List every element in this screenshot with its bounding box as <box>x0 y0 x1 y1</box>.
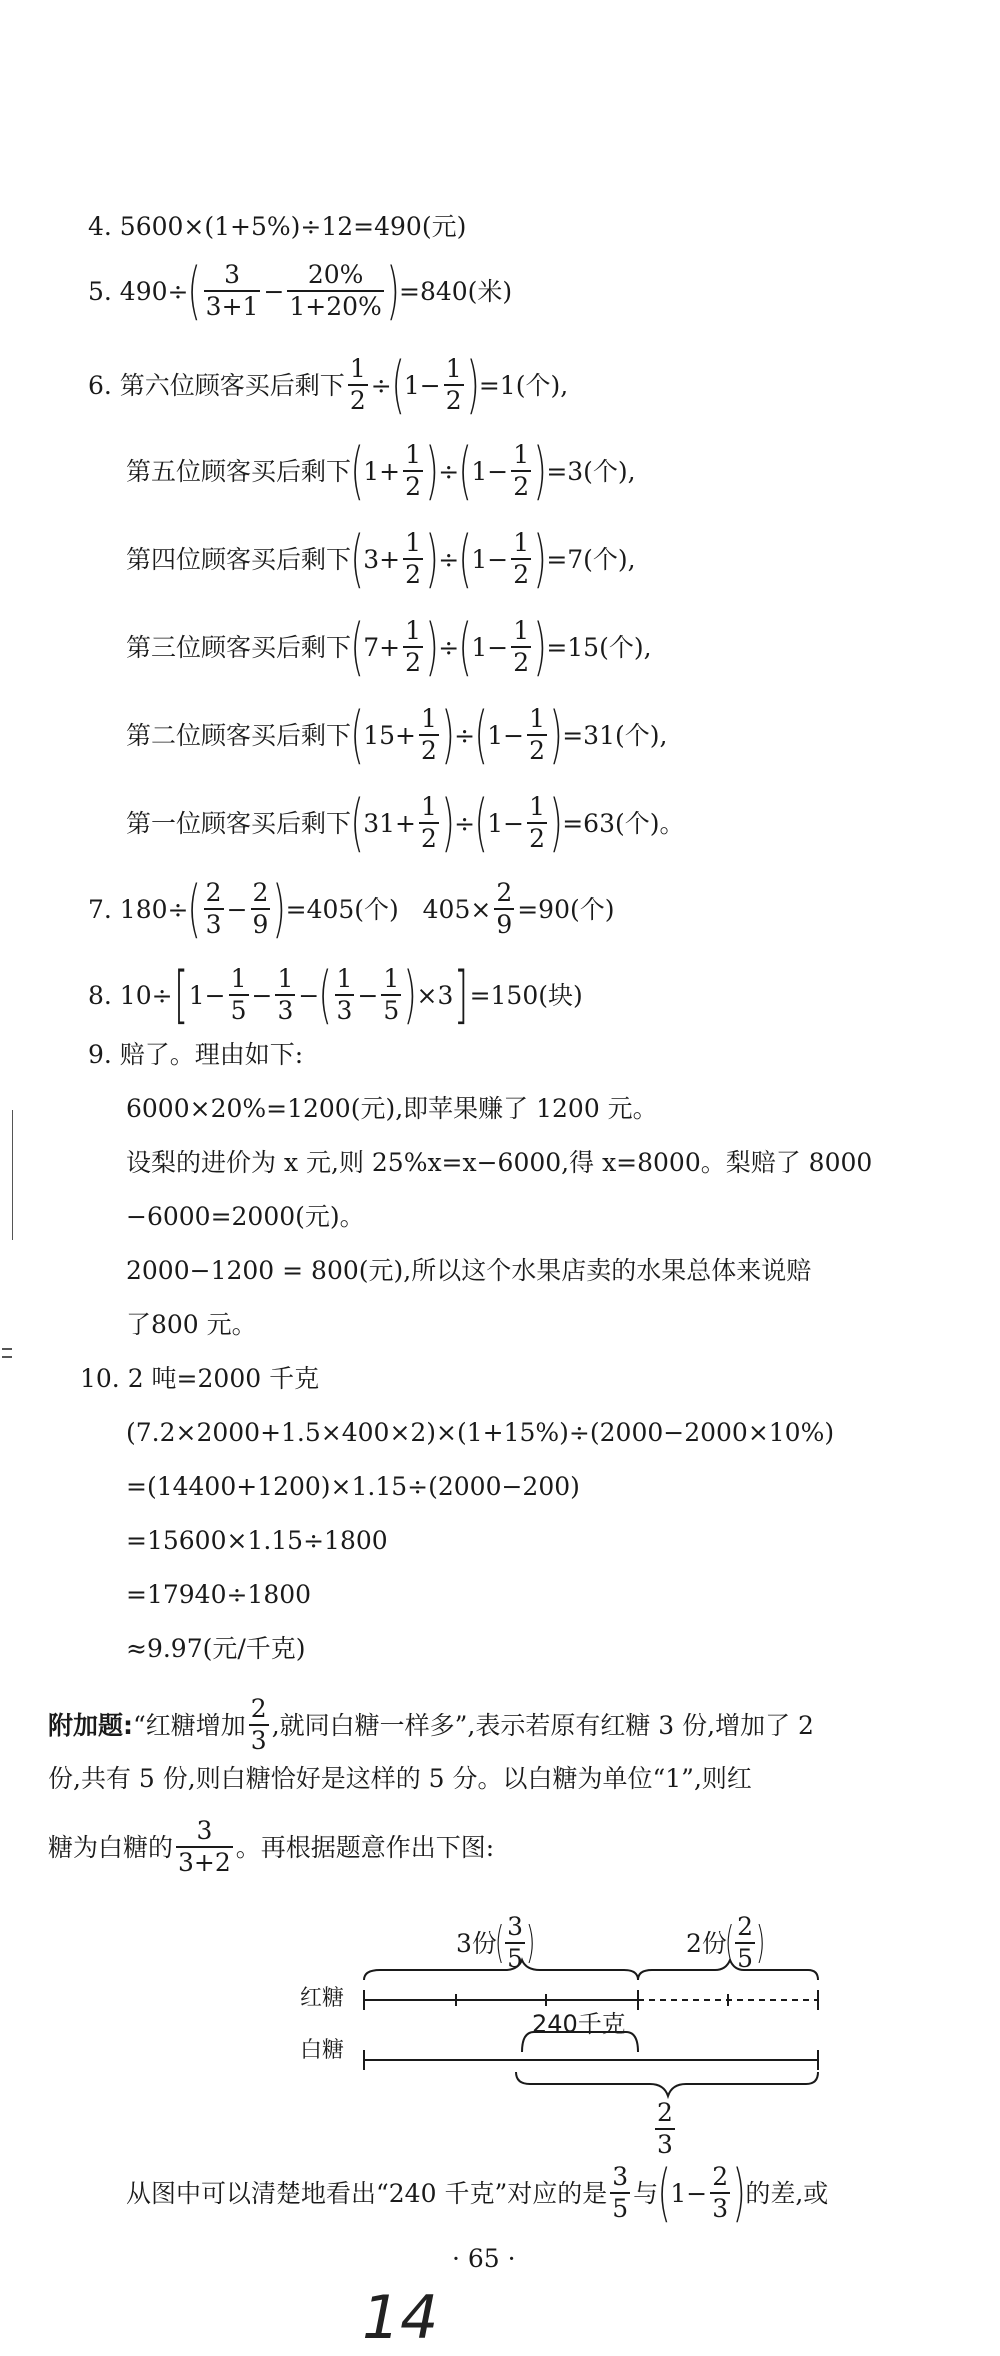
paren-open: ( <box>187 872 202 946</box>
paren-close: ) <box>533 522 547 596</box>
solution-9-line-5 <box>126 1258 811 1283</box>
fraction-half: $\frac{1}{2}$ <box>405 616 421 678</box>
paren-open: ( <box>187 254 202 328</box>
paren-close: ) <box>525 1917 536 1969</box>
fraction: $\frac{2}{5}$ <box>737 1912 753 1974</box>
one-minus: 1− <box>487 720 525 750</box>
label-3-parts: 3份 <box>456 1928 497 1958</box>
solution-10-line-1 <box>80 1366 319 1391</box>
diagram-label-top-right <box>686 1912 766 1974</box>
diagram-white-label <box>300 2040 344 2062</box>
fraction-half: $\frac{1}{2}$ <box>513 616 530 678</box>
s9-l5: 2000−1200 = 800(元),所以这个水果店卖的水果总体来说赔 <box>126 1256 812 1285</box>
s9-l1: 9. 赔了。理由如下: <box>88 1040 304 1069</box>
divide: ÷ <box>370 370 392 400</box>
s7-pre: 7. 180÷ <box>88 894 189 924</box>
fraction-half: $\frac{1}{2}$ <box>513 528 530 590</box>
solution-6-line-5 <box>126 698 668 772</box>
extra-l1b: ,就同白糖一样多”,表示若原有红糖 3 份,增加了 2 <box>271 1710 814 1740</box>
solution-7 <box>88 872 615 946</box>
margin-tick <box>2 1348 12 1350</box>
minus: − <box>251 980 273 1010</box>
solution-6-line-6 <box>126 786 685 860</box>
paren-close: ) <box>272 872 287 946</box>
s6-a: 1+ <box>363 456 401 486</box>
bracket-open: [ <box>173 958 188 1032</box>
extra-l3a: 糖为白糖的 <box>48 1832 174 1862</box>
fraction: $\frac{1}{3}$ <box>336 964 353 1026</box>
240kg-label: 240千克 <box>532 2010 626 2038</box>
s6-pre: 第二位顾客买后剩下 <box>126 720 352 750</box>
solution-6-line-4 <box>126 610 652 684</box>
diagram-label-top-left <box>456 1912 536 1974</box>
paren-close: ) <box>732 2156 746 2230</box>
diagram-red-label <box>300 1988 344 2010</box>
red-sugar-label: 红糖 <box>300 1986 345 2011</box>
fraction: $\frac{1}{5}$ <box>230 964 247 1026</box>
fraction: $\frac{2}{3}$ <box>657 2098 673 2160</box>
fraction: $\frac{2}{3}$ <box>205 878 222 940</box>
fraction: $\frac{20\%}{1+20\%}$ <box>289 260 382 322</box>
paren-open: ( <box>458 434 472 508</box>
fraction: $\frac{2}{9}$ <box>496 878 513 940</box>
solution-9-line-6 <box>126 1312 257 1337</box>
bracket-close: ] <box>454 958 469 1032</box>
last-in: 1− <box>670 2178 708 2208</box>
paren-open: ( <box>350 522 364 596</box>
minus: − <box>263 276 285 306</box>
solution-8 <box>88 958 583 1032</box>
label-2-parts: 2份 <box>686 1928 727 1958</box>
paren-close: ) <box>425 522 439 596</box>
paren-open: ( <box>391 348 405 422</box>
fraction: $\frac{2}{3}$ <box>712 2162 729 2224</box>
fraction: $\frac{2}{3}$ <box>250 1694 267 1756</box>
last-mid: 与 <box>633 2178 659 2208</box>
fraction: $\frac{3}{3+2}$ <box>178 1816 231 1878</box>
fraction-half: $\frac{1}{2}$ <box>420 792 437 854</box>
s10-l3: =(14400+1200)×1.15÷(2000−200) <box>126 1472 580 1501</box>
white-sugar-label: 白糖 <box>300 2038 345 2063</box>
one-minus: 1− <box>487 808 525 838</box>
one-minus: 1− <box>471 456 509 486</box>
solution-10-line-4 <box>126 1528 388 1553</box>
diagram-bottom-fraction <box>652 2100 678 2159</box>
margin-line <box>12 1110 13 1240</box>
paren-open: ( <box>494 1917 505 1969</box>
paren-close: ) <box>549 786 563 860</box>
solution-10-line-2 <box>126 1420 834 1445</box>
divide: ÷ <box>438 456 460 486</box>
s9-l4: −6000=2000(元)。 <box>126 1202 365 1231</box>
solution-10-line-6 <box>126 1636 306 1661</box>
divide: ÷ <box>438 544 460 574</box>
s10-l5: =17940÷1800 <box>126 1580 312 1609</box>
fraction-half: $\frac{1}{2}$ <box>529 704 546 766</box>
s8-post: =150(块) <box>469 980 583 1010</box>
fraction: $\frac{3}{3+1}$ <box>205 260 259 322</box>
minus: − <box>226 894 248 924</box>
margin-tick <box>2 1356 12 1358</box>
solution-9-line-3 <box>126 1150 872 1175</box>
minus: − <box>298 980 320 1010</box>
s6-pre: 第三位顾客买后剩下 <box>126 632 352 662</box>
s8-pre: 8. 10÷ <box>88 980 173 1010</box>
paren-open: ( <box>458 522 472 596</box>
solution-6-line-2 <box>126 434 636 508</box>
extra-label: 附加题: <box>48 1710 133 1740</box>
paren-close: ) <box>403 958 418 1032</box>
extra-line-3 <box>48 1818 494 1877</box>
paren-open: ( <box>350 434 364 508</box>
fraction: $\frac{3}{5}$ <box>507 1912 523 1974</box>
s5-post: =840(米) <box>399 276 513 306</box>
s8-e: ×3 <box>416 980 454 1010</box>
paren-close: ) <box>441 698 455 772</box>
last-post: 的差,或 <box>745 2178 829 2208</box>
extra-l1a: “红糖增加 <box>133 1710 246 1740</box>
s6-l1-post: =1(个), <box>478 370 569 400</box>
s6-l1-pre: 6. 第六位顾客买后剩下 <box>88 370 345 400</box>
divide: ÷ <box>454 808 476 838</box>
s9-l2: 6000×20%=1200(元),即苹果赚了 1200 元。 <box>126 1094 658 1123</box>
paren-close: ) <box>425 434 439 508</box>
paren-close: ) <box>549 698 563 772</box>
fraction-half: $\frac{1}{2}$ <box>405 440 421 502</box>
fraction: $\frac{1}{5}$ <box>383 964 400 1026</box>
s10-l4: =15600×1.15÷1800 <box>126 1526 388 1555</box>
paren-close: ) <box>386 254 400 328</box>
paren-open: ( <box>474 698 488 772</box>
fraction-half: $\frac{1}{2}$ <box>513 440 530 502</box>
fraction-half: $\frac{1}{2}$ <box>420 704 437 766</box>
page-number-text: · 65 · <box>452 2244 516 2273</box>
solution-10-line-3 <box>126 1474 580 1499</box>
paren-close: ) <box>425 610 439 684</box>
solution-9-line-4 <box>126 1204 365 1229</box>
s9-l3: 设梨的进价为 x 元,则 25%x=x−6000,得 x=8000。梨赔了 8000 <box>126 1148 873 1177</box>
fraction-half: $\frac{1}{2}$ <box>405 528 421 590</box>
s6-post: =63(个)。 <box>562 808 685 838</box>
fraction-half: $\frac{1}{2}$ <box>349 354 366 416</box>
paren-open: ( <box>350 786 364 860</box>
s6-a: 15+ <box>363 720 416 750</box>
fraction: $\frac{2}{9}$ <box>252 878 269 940</box>
s6-post: =3(个), <box>546 456 636 486</box>
s7-mid: =405(个) 405× <box>285 894 492 924</box>
s6-pre: 第四位顾客买后剩下 <box>126 544 352 574</box>
extra-line-1 <box>48 1696 814 1755</box>
solution-6-line-1 <box>88 348 569 422</box>
paren-open: ( <box>657 2156 671 2230</box>
paren-open: ( <box>458 610 472 684</box>
solution-4-text: 4. 5600×(1+5%)÷12=490(元) <box>88 212 467 241</box>
s6-a: 3+ <box>363 544 401 574</box>
paren-close: ) <box>533 434 547 508</box>
s6-pre: 第一位顾客买后剩下 <box>126 808 352 838</box>
solution-9-line-1 <box>88 1042 303 1067</box>
brace-bottom <box>516 2072 818 2096</box>
divide: ÷ <box>454 720 476 750</box>
extra-line-2 <box>48 1766 752 1791</box>
paren-open: ( <box>350 610 364 684</box>
s6-post: =15(个), <box>546 632 652 662</box>
solution-6-line-3 <box>126 522 636 596</box>
one-minus: 1− <box>471 632 509 662</box>
handwritten-text: 14 <box>362 2283 439 2353</box>
paren-close: ) <box>533 610 547 684</box>
s6-pre: 第五位顾客买后剩下 <box>126 456 352 486</box>
fraction: $\frac{3}{5}$ <box>612 2162 629 2224</box>
solution-10-line-5 <box>126 1582 311 1607</box>
handwritten-number <box>362 2283 439 2353</box>
extra-l2: 份,共有 5 份,则白糖恰好是这样的 5 分。以白糖为单位“1”,则红 <box>48 1764 752 1793</box>
solution-9-line-2 <box>126 1096 658 1121</box>
last-line <box>126 2156 829 2230</box>
s6-post: =31(个), <box>562 720 668 750</box>
fraction-half: $\frac{1}{2}$ <box>529 792 546 854</box>
paren-open: ( <box>318 958 333 1032</box>
last-pre: 从图中可以清楚地看出“240 千克”对应的是 <box>126 2178 608 2208</box>
s10-l1: 10. 2 吨=2000 千克 <box>80 1364 320 1393</box>
s10-l6: ≈9.97(元/千克) <box>126 1634 306 1663</box>
s9-l6: 了800 元。 <box>126 1310 257 1339</box>
paren-close: ) <box>441 786 455 860</box>
paren-open: ( <box>724 1917 735 1969</box>
extra-l3b: 。再根据题意作出下图: <box>235 1832 495 1862</box>
s6-a: 31+ <box>363 808 416 838</box>
paren-close: ) <box>755 1917 766 1969</box>
one-minus: 1− <box>403 370 441 400</box>
diagram-240-label <box>532 2012 626 2036</box>
s5-pre: 5. 490÷ <box>88 276 189 306</box>
s8-a: 1− <box>188 980 226 1010</box>
fraction-half: $\frac{1}{2}$ <box>445 354 462 416</box>
s10-l2: (7.2×2000+1.5×400×2)×(1+15%)÷(2000−2000×10%) <box>126 1418 835 1447</box>
s6-post: =7(个), <box>546 544 636 574</box>
paren-open: ( <box>350 698 364 772</box>
s6-a: 7+ <box>363 632 401 662</box>
divide: ÷ <box>438 632 460 662</box>
solution-4 <box>88 214 466 239</box>
page-number <box>452 2246 516 2271</box>
solution-5 <box>88 254 513 328</box>
paren-open: ( <box>474 786 488 860</box>
fraction: $\frac{1}{3}$ <box>277 964 294 1026</box>
s7-post: =90(个) <box>517 894 615 924</box>
one-minus: 1− <box>471 544 509 574</box>
minus: − <box>357 980 379 1010</box>
paren-close: ) <box>466 348 480 422</box>
